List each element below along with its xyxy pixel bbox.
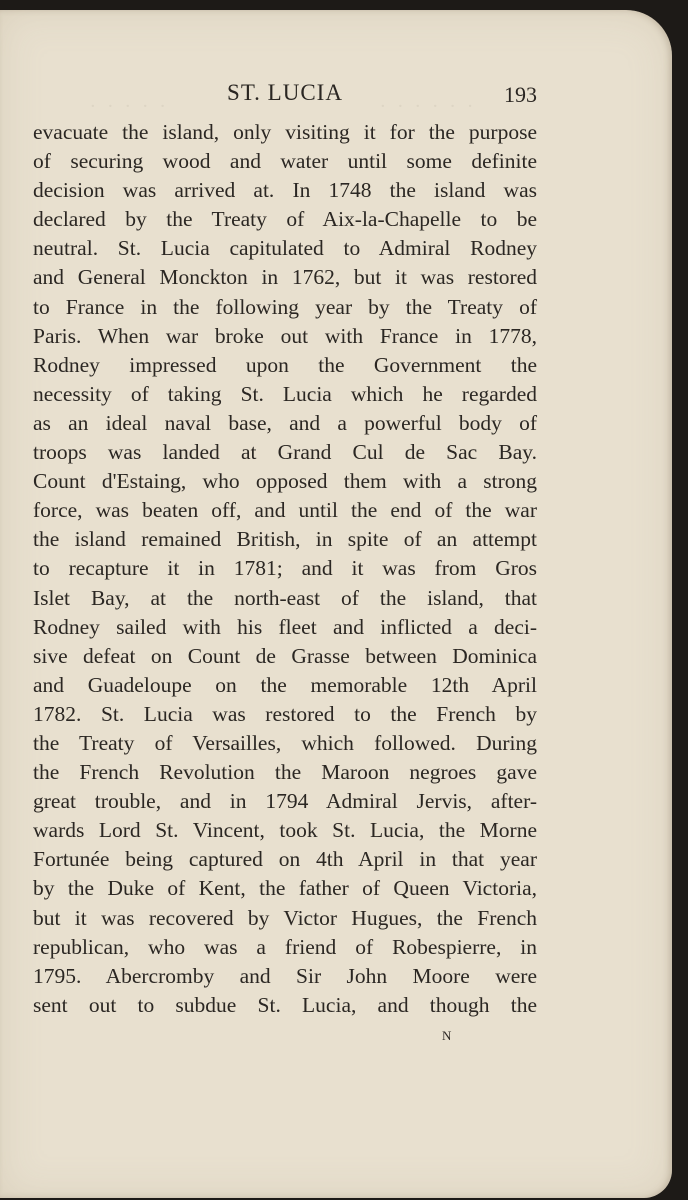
text-line: neutral. St. Lucia capitulated to Admiral Rodney xyxy=(33,236,537,261)
text-line: the Treaty of Versailles, which followed. During xyxy=(33,730,537,755)
bleed-through-text: · · · · · · xyxy=(380,96,476,117)
text-line: and Guadeloupe on the memorable 12th April xyxy=(33,672,537,697)
text-line: evacuate the island, only visiting it for the purpose xyxy=(33,120,537,144)
text-line: but it was recovered by Victor Hugues, the French xyxy=(33,905,537,930)
text-line: wards Lord St. Vincent, took St. Lucia, the Morne xyxy=(33,818,537,843)
text-line: to recapture it in 1781; and it was from Gros xyxy=(33,556,537,581)
text-line: Fortunée being captured on 4th April in that year xyxy=(33,847,537,872)
text-line: necessity of taking St. Lucia which he regarded xyxy=(33,381,537,406)
text-line: sent out to subdue St. Lucia, and though the xyxy=(33,992,537,1017)
text-line: the island remained British, in spite of an attempt xyxy=(33,527,537,552)
text-line: Count d'Estaing, who opposed them with a strong xyxy=(33,469,537,494)
text-line: republican, who was a friend of Robespierre, in xyxy=(33,934,537,959)
text-line: 1795. Abercromby and Sir John Moore were xyxy=(33,963,537,988)
text-line: force, was beaten off, and until the end of the war xyxy=(33,498,537,523)
text-line: of securing wood and water until some definite xyxy=(33,149,537,174)
text-line: Islet Bay, at the north-east of the island, that xyxy=(33,585,537,610)
text-line: as an ideal naval base, and a powerful body of xyxy=(33,410,537,435)
text-line: sive defeat on Count de Grasse between Dominica xyxy=(33,643,537,668)
body-text xyxy=(33,118,537,1020)
text-line: declared by the Treaty of Aix-la-Chapelle to be xyxy=(33,207,537,232)
text-line: Paris. When war broke out with France in 1778, xyxy=(33,323,537,348)
signature-mark: N xyxy=(442,1028,452,1043)
text-line: great trouble, and in 1794 Admiral Jervis, after- xyxy=(33,789,537,814)
text-line: to France in the following year by the Treaty of xyxy=(33,294,537,319)
text-line: the French Revolution the Maroon negroes gave xyxy=(33,760,537,785)
text-line: troops was landed at Grand Cul de Sac Bay. xyxy=(33,440,537,465)
running-head xyxy=(33,72,537,108)
bleed-through-text: · · · · · xyxy=(90,96,169,117)
text-line: and General Monckton in 1762, but it was restored xyxy=(33,265,537,290)
text-line: Rodney sailed with his fleet and inflicted a deci- xyxy=(33,614,537,639)
text-line: by the Duke of Kent, the father of Queen Victoria, xyxy=(33,876,537,901)
running-title: ST. LUCIA xyxy=(227,80,343,105)
text-line: 1782. St. Lucia was restored to the French by xyxy=(33,701,537,726)
page-number: 193 xyxy=(504,82,537,107)
text-line: decision was arrived at. In 1748 the island was xyxy=(33,178,537,203)
text-line: Rodney impressed upon the Government the xyxy=(33,352,537,377)
